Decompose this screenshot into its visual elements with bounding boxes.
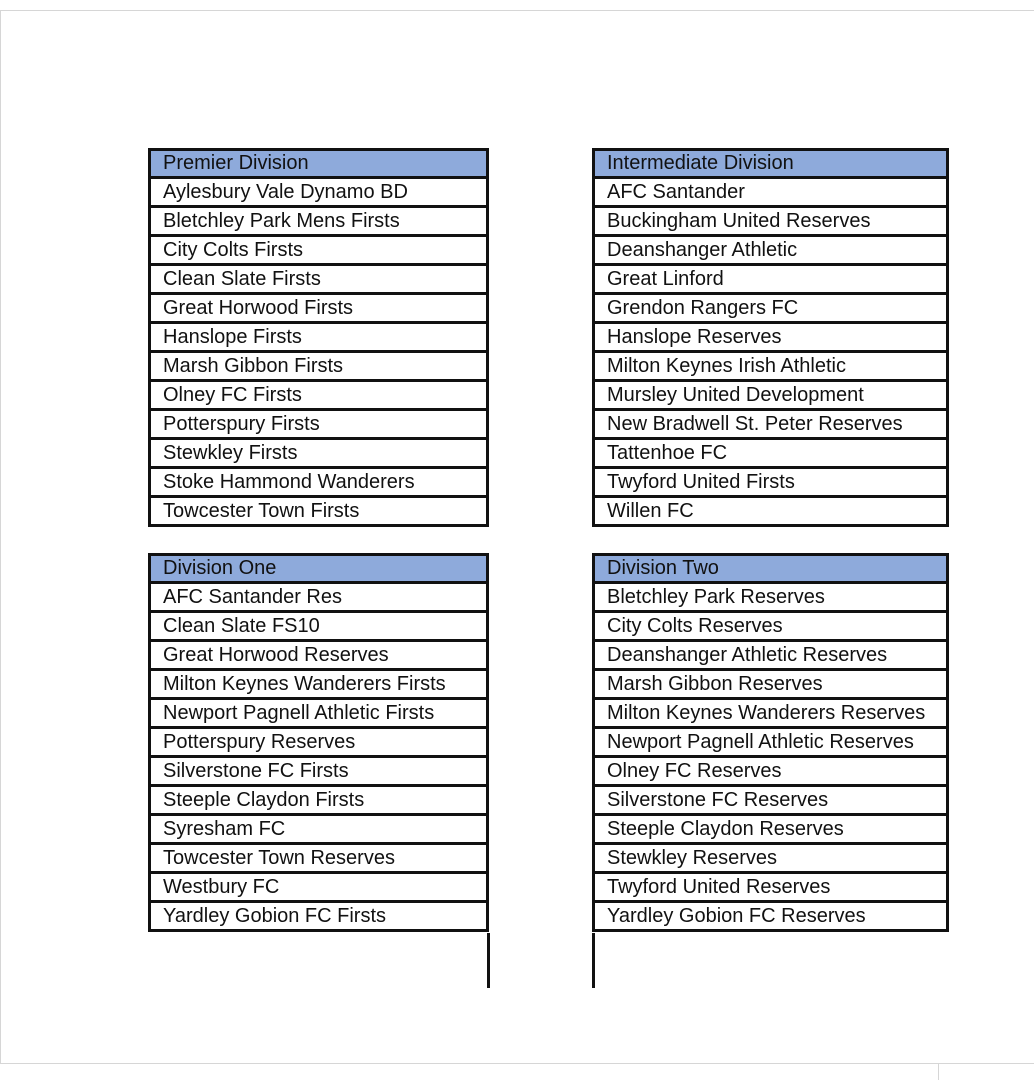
team-row: Towcester Town Reserves xyxy=(148,845,489,874)
team-row: Deanshanger Athletic Reserves xyxy=(592,642,949,671)
team-row: Marsh Gibbon Reserves xyxy=(592,671,949,700)
team-row: Olney FC Firsts xyxy=(148,382,489,411)
team-row: Yardley Gobion FC Firsts xyxy=(148,903,489,932)
team-row: New Bradwell St. Peter Reserves xyxy=(592,411,949,440)
team-row: Milton Keynes Wanderers Reserves xyxy=(592,700,949,729)
page-edge-divider xyxy=(938,1064,939,1080)
team-row: Great Linford xyxy=(592,266,949,295)
team-row: AFC Santander Res xyxy=(148,584,489,613)
team-row: Great Horwood Firsts xyxy=(148,295,489,324)
team-row: Potterspury Reserves xyxy=(148,729,489,758)
premier-division-table xyxy=(148,148,489,527)
team-row: Newport Pagnell Athletic Firsts xyxy=(148,700,489,729)
team-row: Twyford United Reserves xyxy=(592,874,949,903)
table-edge-line xyxy=(487,933,490,988)
team-row: Stewkley Firsts xyxy=(148,440,489,469)
team-row: Yardley Gobion FC Reserves xyxy=(592,903,949,932)
team-row: Marsh Gibbon Firsts xyxy=(148,353,489,382)
division-title: Premier Division xyxy=(148,148,489,179)
division-title: Division Two xyxy=(592,553,949,584)
team-row: Towcester Town Firsts xyxy=(148,498,489,527)
team-row: Bletchley Park Reserves xyxy=(592,584,949,613)
team-row: Steeple Claydon Reserves xyxy=(592,816,949,845)
team-row: City Colts Reserves xyxy=(592,613,949,642)
team-row: Grendon Rangers FC xyxy=(592,295,949,324)
team-row: Milton Keynes Wanderers Firsts xyxy=(148,671,489,700)
team-row: Steeple Claydon Firsts xyxy=(148,787,489,816)
division-one-table xyxy=(148,553,489,932)
team-row: Hanslope Reserves xyxy=(592,324,949,353)
team-row: Mursley United Development xyxy=(592,382,949,411)
team-row: Hanslope Firsts xyxy=(148,324,489,353)
team-row: Bletchley Park Mens Firsts xyxy=(148,208,489,237)
division-title: Intermediate Division xyxy=(592,148,949,179)
team-row: Milton Keynes Irish Athletic xyxy=(592,353,949,382)
team-row: Westbury FC xyxy=(148,874,489,903)
team-row: Buckingham United Reserves xyxy=(592,208,949,237)
team-row: Aylesbury Vale Dynamo BD xyxy=(148,179,489,208)
team-row: Olney FC Reserves xyxy=(592,758,949,787)
team-row: Syresham FC xyxy=(148,816,489,845)
team-row: AFC Santander xyxy=(592,179,949,208)
team-row: Newport Pagnell Athletic Reserves xyxy=(592,729,949,758)
team-row: Clean Slate FS10 xyxy=(148,613,489,642)
team-row: Silverstone FC Firsts xyxy=(148,758,489,787)
division-two-table xyxy=(592,553,949,932)
team-row: City Colts Firsts xyxy=(148,237,489,266)
team-row: Tattenhoe FC xyxy=(592,440,949,469)
team-row: Willen FC xyxy=(592,498,949,527)
team-row: Stoke Hammond Wanderers xyxy=(148,469,489,498)
team-row: Clean Slate Firsts xyxy=(148,266,489,295)
team-row: Silverstone FC Reserves xyxy=(592,787,949,816)
team-row: Stewkley Reserves xyxy=(592,845,949,874)
table-edge-line xyxy=(592,933,595,988)
team-row: Great Horwood Reserves xyxy=(148,642,489,671)
intermediate-division-table xyxy=(592,148,949,527)
team-row: Twyford United Firsts xyxy=(592,469,949,498)
team-row: Potterspury Firsts xyxy=(148,411,489,440)
team-row: Deanshanger Athletic xyxy=(592,237,949,266)
division-title: Division One xyxy=(148,553,489,584)
